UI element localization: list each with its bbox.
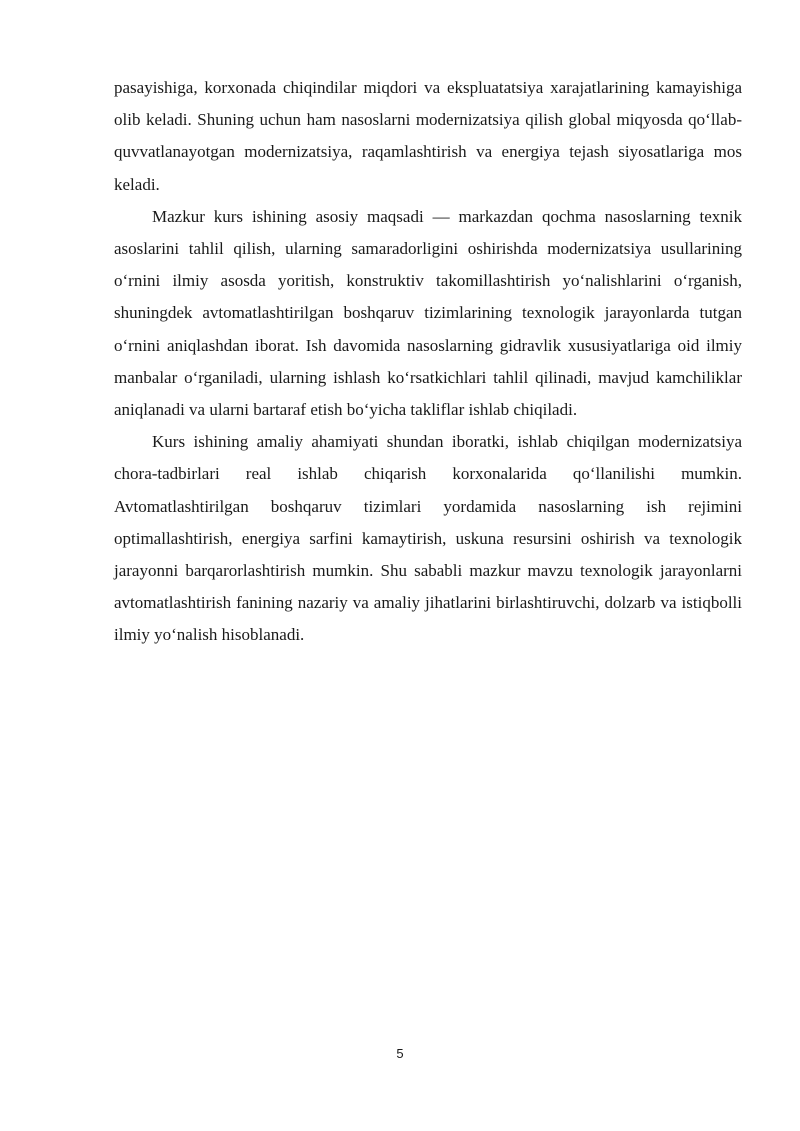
paragraph-practical-significance: Kurs ishining amaliy ahamiyati shundan iboratki, ishlab chiqilgan modernizatsiya chora-tadbirlari real ishlab chiqarish korxonalarida qo‘llanilishi mumkin. Avtomatlashtirilgan boshqaruv tizimlari yordamida nasoslarning ish rejimini optimallashtirish, energiya sarfini kamaytirish, uskuna resursini oshirish va texnologik jarayonni barqarorlashtirish mumkin. Shu sababli mazkur mavzu texnologik jarayonlarni avtomatlashtirish fanining nazariy va amaliy jihatlarini birlashtiruvchi, dolzarb va istiqbolli ilmiy yo‘nalish hisoblanadi. [114,432,742,645]
paragraph-aim: Mazkur kurs ishining asosiy maqsadi — markazdan qochma nasoslarning texnik asoslarini tahlil qilish, ularning samaradorligini oshirishda modernizatsiya usullarining o‘rnini ilmiy asosda yoritish, konstruktiv takomillashtirish yo‘nalishlarini o‘rganish, shuningdek avtomatlashtirilgan boshqaruv tizimlarining texnologik jarayonlarda tutgan o‘rnini aniqlashdan iborat. Ish davomida nasoslarning gidravlik xususiyatlariga oid ilmiy manbalar o‘rganiladi, ularning ishlash ko‘rsatkichlari tahlil qilinadi, mavjud kamchiliklar aniqlanadi va ularni bartaraf etish bo‘yicha takliflar ishlab chiqiladi. [114,206,742,420]
paragraph-continuation: pasayishiga, korxonada chiqindilar miqdori va ekspluatatsiya xarajatlarining kamayishiga olib keladi. Shuning uchun ham nasoslarni modernizatsiya qilish global miqyosda qo‘llab-quvvatlanayotgan modernizatsiya, raqamlashtirish va energiya tejash siyosatlariga mos keladi. [114,78,742,194]
body-text [114,72,742,652]
page-number: 5 [396,1046,404,1061]
